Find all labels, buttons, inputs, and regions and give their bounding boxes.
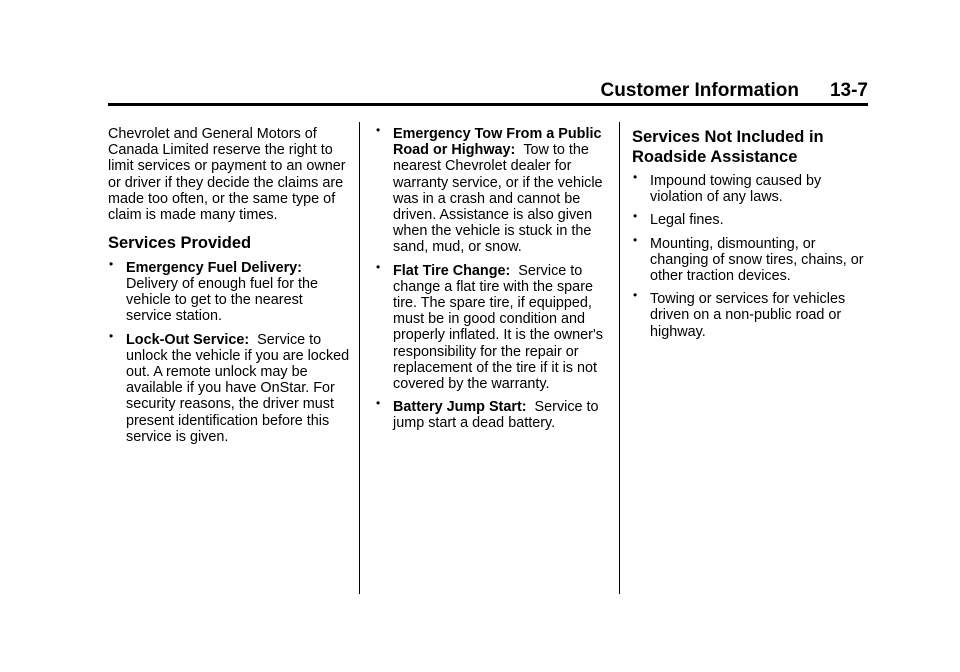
header-rule (108, 103, 868, 106)
services-not-included-heading: Services Not Included in Roadside Assistance (632, 128, 824, 166)
list-item (632, 209, 868, 229)
item-text: Delivery of enough fuel for the vehicle to get to the nearest service station. (126, 275, 318, 325)
list-item (375, 123, 611, 256)
list-item (375, 259, 611, 393)
item-text: Service to unlock the vehicle if you are locked out. A remote unlock may be available if you have OnStar. For security reasons, the driver must present identification before this service is given. (126, 331, 350, 445)
list-item (632, 232, 868, 285)
intro-paragraph: Chevrolet and General Motors of Canada Limited reserve the right to limit services or payment to an owner or driver if they decide the claims are made too often, or the same type of claim is made many times. (108, 126, 346, 224)
item-text: Tow to the nearest Chevrolet dealer for warranty service, or if the vehicle was in a crash and cannot be driven. Assistance is also given when the vehicle is stuck in the sand, mud, or snow. (393, 142, 603, 256)
item-text: Service to jump start a dead battery. (393, 399, 599, 432)
item-term: Emergency Fuel Delivery: (126, 259, 302, 276)
column-divider-right (619, 122, 620, 594)
bullet-icon: • (633, 232, 638, 247)
services-provided-heading: Services Provided (108, 234, 252, 253)
item-text: Mounting, dismounting, or changing of snow tires, chains, or other traction devices. (650, 235, 864, 285)
bullet-icon: • (376, 396, 381, 411)
column-left (108, 126, 352, 452)
item-term: Flat Tire Change: (393, 262, 511, 279)
section-title: Customer Information (600, 80, 799, 101)
item-text: Legal fines. (650, 212, 724, 229)
list-item (108, 328, 352, 445)
bullet-icon: • (109, 328, 114, 343)
services-not-included-list (632, 170, 868, 340)
page-number: 13-7 (829, 80, 868, 101)
column-middle (375, 123, 611, 439)
list-item (375, 396, 611, 432)
item-text: Service to change a flat tire with the spare tire. The spare tire, if equipped, must be in good condition and properly inflated. It is the owner's responsibility for the repair or replacement of the tire if it is not covered by the warranty. (393, 262, 603, 393)
bullet-icon: • (376, 123, 381, 137)
services-provided-list-continued (375, 123, 611, 432)
bullet-icon: • (633, 170, 638, 184)
list-item (632, 288, 868, 340)
list-item (108, 256, 352, 325)
item-term: Lock-Out Service: (126, 331, 250, 348)
item-text: Towing or services for vehicles driven on a non-public road or highway. (650, 291, 846, 340)
services-provided-list (108, 256, 352, 445)
bullet-icon: • (633, 288, 638, 303)
item-term: Battery Jump Start: (393, 399, 527, 416)
list-item (632, 170, 868, 206)
column-divider-left (359, 122, 360, 594)
column-right (632, 126, 868, 347)
bullet-icon: • (376, 259, 381, 274)
item-text: Impound towing caused by violation of any laws. (650, 173, 822, 206)
page-header (108, 78, 868, 104)
bullet-icon: • (109, 256, 114, 271)
item-term: Emergency Tow From a Public Road or Highway: (393, 126, 602, 159)
bullet-icon: • (633, 209, 638, 224)
